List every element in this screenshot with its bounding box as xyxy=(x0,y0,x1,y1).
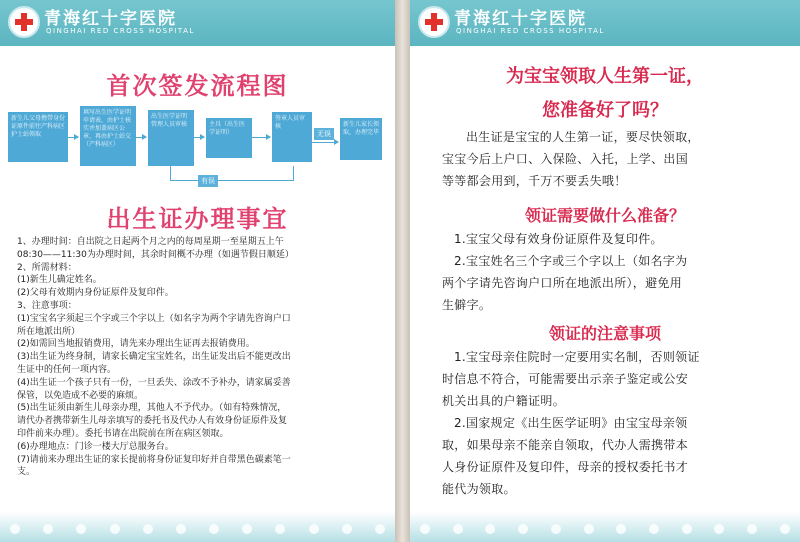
notes-line: 取，如果母亲不能亲自领取，代办人需携带本 xyxy=(442,438,689,452)
flow-arrow xyxy=(252,137,270,138)
poster-gap xyxy=(395,0,410,542)
notes-line: 时信息不符合，可能需要出示亲子鉴定或公安 xyxy=(442,372,689,386)
instruction-line: (3)出生证为终身制，请家长确定宝宝姓名，出生证发出后不能更改出 xyxy=(17,352,291,363)
section-title-birth-cert: 出生证办理事宜 xyxy=(106,205,289,233)
hospital-name-cn: 青海红十字医院 xyxy=(454,9,587,29)
poster-title-line-2: 您准备好了吗？ xyxy=(542,100,668,121)
instruction-line: 保管，以免造成不必要的麻烦。 xyxy=(17,390,144,401)
right-poster xyxy=(410,0,800,542)
instruction-line: 1、办理时间：自出院之日起两个月之内的每周星期一至星期五上午 xyxy=(17,237,284,247)
flow-step-2: 填写出生医学证明申请表，由护士核实并加盖病区公章，再由护士站交（产科病区） xyxy=(80,106,136,166)
flow-arrow xyxy=(312,142,338,143)
instruction-list xyxy=(17,236,385,479)
heading-preparation: 领证需要做什么准备？ xyxy=(524,206,685,225)
flow-step-1: 新生儿父母携带身份证原件前往产科病区护士站领取 xyxy=(8,112,68,162)
instruction-line: (1)新生儿确定姓名。 xyxy=(17,275,102,286)
intro-paragraph xyxy=(442,126,772,192)
instruction-line: (2)父母有效期内身份证原件及复印件。 xyxy=(17,288,174,299)
flow-fail-tag: 有误 xyxy=(198,175,218,187)
instruction-line: (1)宝宝名字须起三个字或三个字以上（如名字为两个字请先咨询户口 xyxy=(17,313,291,324)
instruction-line: 请代办者携带新生儿母亲填写的委托书及代办人有效身份证原件及复 xyxy=(17,416,288,427)
flow-arrow xyxy=(136,137,146,138)
intro-line: 宝宝今后上户口、入保险、入托，上学、出国 xyxy=(442,152,689,166)
flow-chart-title: 首次签发流程图 xyxy=(106,72,289,100)
preparation-line: 生僻字。 xyxy=(442,298,492,312)
intro-line: 等等都会用到，千万不要丢失哦！ xyxy=(442,174,627,188)
notes-line: 1.宝宝母亲住院时一定要用实名制，否则领证 xyxy=(454,350,700,364)
hospital-name-en: QINGHAI RED CROSS HOSPITAL xyxy=(456,27,605,35)
red-cross-logo-icon xyxy=(8,6,40,38)
instruction-line: 生证中的任何一项内容。 xyxy=(17,364,117,375)
flow-step-4: 主具（出生医学证明） xyxy=(206,118,252,158)
instruction-line: 支。 xyxy=(17,467,36,478)
instruction-line: (5)出生证须由新生儿母亲办理，其他人不予代办。（如有特殊情况， xyxy=(17,403,287,414)
hospital-name-cn: 青海红十字医院 xyxy=(44,9,177,29)
preparation-list xyxy=(442,228,772,316)
preparation-line: 2.宝宝姓名三个字或三个字以上（如名字为 xyxy=(454,254,688,268)
notes-list xyxy=(442,346,772,500)
instruction-line: 印件前来办理）。委托书请在出院前在所在病区领取。 xyxy=(17,428,229,439)
notes-line: 能代为领取。 xyxy=(442,482,516,496)
flow-return-line xyxy=(170,166,294,181)
red-cross-logo-icon xyxy=(418,6,450,38)
instruction-line: 2、所需材料： xyxy=(17,262,77,273)
poster-title-line-1: 为宝宝领取人生第一证， xyxy=(506,66,704,87)
flower-pattern xyxy=(10,524,385,538)
instruction-line: 所在地派出所） xyxy=(17,326,81,337)
flow-step-5: 签章人员审核 xyxy=(272,112,312,162)
hospital-header xyxy=(410,0,800,46)
left-poster xyxy=(0,0,395,542)
flower-pattern xyxy=(420,524,790,538)
flow-pass-tag: 无误 xyxy=(314,128,334,140)
instruction-line: (2)如需回当地报销费用，请先来办理出生证再去报销费用。 xyxy=(17,339,255,350)
bottom-decoration xyxy=(410,512,800,542)
hospital-header xyxy=(0,0,395,46)
flow-step-3: 出生医学证明管理人员审核 xyxy=(148,110,194,166)
flow-step-6: 新生儿家长领取，办理完毕 xyxy=(340,118,382,160)
notes-line: 2.国家规定《出生医学证明》由宝宝母亲领 xyxy=(454,416,688,430)
flow-arrow xyxy=(68,137,78,138)
instruction-line: (6)办理地点：门诊一楼大厅总服务台。 xyxy=(17,441,174,452)
instruction-line: 08:30——11:30为办理时间，其余时间概不办理（如遇节假日顺延） xyxy=(17,249,294,260)
bottom-decoration xyxy=(0,512,395,542)
preparation-line: 1.宝宝父母有效身份证原件及复印件。 xyxy=(454,232,663,246)
heading-notes: 领证的注意事项 xyxy=(548,324,661,343)
instruction-line: 3、注意事项： xyxy=(17,300,77,311)
preparation-line: 两个字请先咨询户口所在地派出所），避免用 xyxy=(442,276,683,290)
intro-line: 出生证是宝宝的人生第一证，要尽快领取， xyxy=(466,130,700,144)
instruction-line: (4)出生证一个孩子只有一份，一旦丢失、涂改不予补办，请家属妥善 xyxy=(17,377,291,388)
notes-line: 人身份证原件及复印件，母亲的授权委托书才 xyxy=(442,460,689,474)
flow-arrow xyxy=(194,137,204,138)
notes-line: 机关出具的户籍证明。 xyxy=(442,394,566,408)
instruction-line: (7)请前来办理出生证的家长提前将身份证复印好并自带黑色碳素笔一 xyxy=(17,454,291,465)
hospital-name-en: QINGHAI RED CROSS HOSPITAL xyxy=(46,27,195,35)
